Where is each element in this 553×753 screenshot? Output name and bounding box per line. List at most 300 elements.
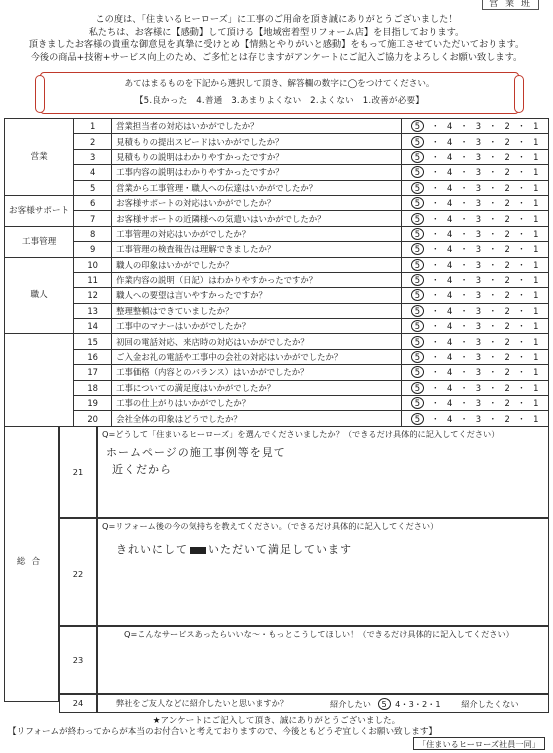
question-number: 11 [74, 272, 112, 287]
rating-option[interactable]: 4 [447, 305, 453, 316]
rating-option[interactable]: 3 [475, 228, 482, 239]
rating-option-selected[interactable]: 5 [411, 336, 424, 348]
separator-dot: ・ [488, 167, 498, 178]
separator-dot: ・ [517, 213, 527, 224]
category-sales: 営業 [5, 119, 74, 196]
rating-option[interactable]: 2 [504, 367, 511, 378]
rating-option[interactable]: 3 [475, 121, 482, 132]
rating-option[interactable]: 3 [475, 367, 482, 378]
separator-dot: ・ [459, 413, 469, 424]
rating-option[interactable]: 2 [504, 244, 511, 255]
question-text: 会社全体の印象はどうでしたか？ [112, 411, 402, 426]
rating-option[interactable]: 1 [533, 167, 539, 178]
intro-text [0, 14, 553, 64]
rating-option-selected[interactable]: 5 [411, 228, 424, 240]
rating-option-selected[interactable]: 5 [411, 197, 424, 209]
instructions-banner [40, 72, 519, 114]
intro-line: 私たちは、お客様に【感動】して頂ける【地域密着型リフォーム店】を目指しております。 [88, 26, 465, 38]
question-number: 4 [74, 165, 112, 180]
rating-option[interactable]: 2 [504, 228, 511, 239]
rating-option[interactable]: 1 [533, 213, 539, 224]
q23-number: 23 [72, 655, 84, 665]
separator-dot: ・ [431, 321, 440, 332]
question-row [5, 272, 549, 287]
rating-option[interactable]: 3 [475, 382, 482, 393]
rating-option[interactable]: 2 [504, 259, 511, 270]
rating-option[interactable]: 1 [533, 275, 539, 286]
rating-scale [402, 319, 549, 334]
separator-dot: ・ [431, 182, 440, 193]
question-text: 職人の印象はいかがでしたか？ [112, 257, 402, 272]
separator-dot: ・ [459, 382, 469, 393]
separator-dot: ・ [459, 182, 469, 193]
rating-scale [402, 303, 549, 318]
separator-dot: ・ [431, 398, 440, 409]
question-text: 工事管理の検査報告は理解できましたか？ [112, 242, 402, 257]
question-text: 営業担当者の対応はいかがでしたか？ [112, 119, 402, 134]
rating-option[interactable]: 2 [504, 305, 511, 316]
survey-table [4, 118, 549, 427]
separator-dot: ・ [488, 321, 498, 332]
question-row [5, 257, 549, 272]
question-text: 工事についての満足度はいかがでしたか？ [112, 380, 402, 395]
q22-number-cell [59, 518, 97, 626]
question-row [5, 396, 549, 411]
question-row [5, 149, 549, 164]
question-text: お客様サポートの対応はいかがでしたか？ [112, 195, 402, 210]
rating-option[interactable]: 2 [504, 121, 511, 132]
rating-option[interactable]: 3 [475, 290, 482, 301]
question-row [5, 334, 549, 349]
question-row [5, 165, 549, 180]
separator-dot: ・ [459, 198, 469, 209]
scroll-curl-left [35, 75, 45, 113]
category-craftsman: 職人 [5, 257, 74, 334]
rating-legend: 【5.良かった 4.普通 3.あまりよくない 2.よくない 1.改善が必要】 [134, 96, 425, 106]
q21-answer-box[interactable] [97, 426, 549, 518]
rating-scale [402, 180, 549, 195]
question-row [5, 303, 549, 318]
separator-dot: ・ [517, 151, 527, 162]
q23-answer-box[interactable] [97, 626, 549, 694]
q24-row [97, 694, 549, 713]
rating-option-selected[interactable]: 5 [411, 120, 424, 132]
rating-option[interactable]: 2 [504, 167, 511, 178]
separator-dot: ・ [517, 182, 527, 193]
rating-option[interactable]: 4 [447, 121, 453, 132]
rating-option[interactable]: 4 [447, 290, 453, 301]
rating-option[interactable]: 2 [504, 290, 511, 301]
rating-option[interactable]: 4 [447, 151, 453, 162]
rating-option[interactable]: 4 [447, 198, 453, 209]
rating-option[interactable]: 3 [475, 321, 482, 332]
rating-option[interactable]: 4 [447, 275, 453, 286]
rating-option[interactable]: 4 [447, 244, 453, 255]
question-number: 16 [74, 349, 112, 364]
separator-dot: ・ [431, 244, 440, 255]
q21-handwritten-line1: ホームページの施工事例等を見て [106, 446, 286, 459]
q21-number-cell [59, 426, 97, 518]
rating-scale [402, 242, 549, 257]
question-row [5, 242, 549, 257]
rating-scale [402, 149, 549, 164]
footer-message: 【リフォームが終わってからが本当のお付合いと考えておりますので、今後ともどうぞ宜しくお願い致します】 [8, 727, 438, 737]
rating-option-selected[interactable]: 5 [411, 136, 424, 148]
rating-option[interactable]: 3 [475, 151, 482, 162]
question-row [5, 288, 549, 303]
q24-scale [330, 698, 519, 710]
rating-option[interactable]: 4 [447, 352, 453, 363]
category-support: お客様サポート [5, 195, 74, 226]
rating-option[interactable]: 3 [475, 275, 482, 286]
separator-dot: ・ [488, 228, 498, 239]
question-number: 2 [74, 134, 112, 149]
rating-scale [402, 165, 549, 180]
separator-dot: ・ [488, 182, 498, 193]
rating-option-selected[interactable]: 5 [411, 259, 424, 271]
intro-line: 今後の商品+技術+サービス向上のため、ご多忙とは存じますがアンケートにご記入ご協力をよろしくお願い致します。 [30, 51, 523, 63]
q21-question: Q=どうして「住まいるヒーローズ」を選んでくださいましたか？（できるだけ具体的に記入してください） [102, 429, 500, 439]
separator-dot: ・ [488, 213, 498, 224]
question-row [5, 411, 549, 426]
separator-dot: ・ [459, 151, 469, 162]
rating-scale [402, 396, 549, 411]
question-number: 15 [74, 334, 112, 349]
separator-dot: ・ [431, 136, 440, 147]
intro-line: この度は、「住まいるヒーローズ」に工事のご用命を頂き誠にありがとうございました！ [95, 14, 458, 25]
rating-option-selected[interactable]: 5 [411, 166, 424, 178]
question-row [5, 226, 549, 241]
rating-option[interactable]: 3 [475, 213, 482, 224]
separator-dot: ・ [517, 121, 527, 132]
instructions-line: あてはまるものを下記から選択して頂き、解答欄の数字に◯をつけてください。 [124, 79, 435, 89]
separator-dot: ・ [517, 275, 527, 286]
q24-circled-answer[interactable]: 5 [378, 698, 391, 710]
q23-number-cell [59, 626, 97, 694]
rating-option[interactable]: 3 [475, 182, 482, 193]
question-number: 20 [74, 411, 112, 426]
separator-dot: ・ [517, 290, 527, 301]
question-number: 13 [74, 303, 112, 318]
footer [0, 716, 553, 738]
separator-dot: ・ [488, 413, 498, 424]
footer-thanks: ★アンケートにご記入して頂き、誠にありがとうございました。 [152, 716, 401, 726]
rating-option[interactable]: 1 [533, 321, 539, 332]
separator-dot: ・ [488, 151, 498, 162]
rating-scale [402, 119, 549, 134]
rating-option[interactable]: 1 [533, 305, 539, 316]
question-row [5, 380, 549, 395]
q22-question: Q=リフォーム後の今の気持ちを教えてください。（できるだけ具体的に記入してください） [102, 521, 439, 531]
separator-dot: ・ [517, 382, 527, 393]
separator-dot: ・ [459, 321, 469, 332]
category-overall-cell [4, 426, 59, 702]
rating-option[interactable]: 2 [504, 151, 511, 162]
q22-number: 22 [72, 569, 84, 579]
rating-option[interactable]: 3 [475, 136, 482, 147]
rating-option[interactable]: 3 [475, 336, 482, 347]
rating-scale [402, 349, 549, 364]
q22-answer-before: きれいにして [116, 543, 188, 556]
rating-option[interactable]: 3 [475, 398, 482, 409]
separator-dot: ・ [431, 290, 440, 301]
question-row [5, 211, 549, 226]
rating-option[interactable]: 4 [447, 167, 453, 178]
rating-option[interactable]: 1 [533, 336, 539, 347]
separator-dot: ・ [517, 305, 527, 316]
separator-dot: ・ [488, 367, 498, 378]
separator-dot: ・ [459, 167, 469, 178]
separator-dot: ・ [431, 198, 440, 209]
rating-option[interactable]: 2 [504, 352, 511, 363]
q22-answer-box[interactable] [97, 518, 549, 626]
question-text: 営業から工事管理・職人への伝達はいかがでしたか？ [112, 180, 402, 195]
rating-option[interactable]: 4 [447, 321, 453, 332]
separator-dot: ・ [488, 121, 498, 132]
separator-dot: ・ [488, 352, 498, 363]
rating-scale [402, 257, 549, 272]
question-text: 工事の仕上がりはいかがでしたか？ [112, 396, 402, 411]
q24-right-label: 紹介したくない [461, 699, 519, 709]
category-overall [5, 334, 74, 426]
question-row [5, 319, 549, 334]
rating-option-selected[interactable]: 5 [411, 320, 424, 332]
separator-dot: ・ [431, 367, 440, 378]
separator-dot: ・ [431, 382, 440, 393]
question-text: 作業内容の説明（日記）はわかりやすかったですか？ [112, 272, 402, 287]
rating-scale [402, 334, 549, 349]
rating-scale [402, 195, 549, 210]
q21-handwritten-line2: 近くだから [112, 463, 172, 476]
separator-dot: ・ [488, 275, 498, 286]
separator-dot: ・ [431, 167, 440, 178]
separator-dot: ・ [431, 275, 440, 286]
question-row [5, 180, 549, 195]
question-text: 工事内容の説明はわかりやすかったですか？ [112, 165, 402, 180]
separator-dot: ・ [431, 121, 440, 132]
question-number: 9 [74, 242, 112, 257]
separator-dot: ・ [459, 367, 469, 378]
question-number: 10 [74, 257, 112, 272]
rating-scale [402, 411, 549, 426]
separator-dot: ・ [517, 336, 527, 347]
rating-option[interactable]: 2 [504, 136, 511, 147]
separator-dot: ・ [431, 259, 440, 270]
rating-option[interactable]: 1 [533, 382, 539, 393]
rating-scale [402, 365, 549, 380]
rating-scale [402, 288, 549, 303]
rating-option[interactable]: 3 [475, 167, 482, 178]
question-text: 工事中のマナーはいかがでしたか？ [112, 319, 402, 334]
rating-option[interactable]: 1 [533, 198, 539, 209]
separator-dot: ・ [431, 413, 440, 424]
question-row [5, 349, 549, 364]
q24-left-label: 紹介したい [330, 699, 371, 709]
category-overall: 総合 [16, 557, 47, 567]
rating-option[interactable]: 3 [475, 198, 482, 209]
separator-dot: ・ [431, 336, 440, 347]
rating-option[interactable]: 2 [504, 398, 511, 409]
question-text: ご入金お礼の電話や工事中の会社の対応はいかがでしたか？ [112, 349, 402, 364]
rating-option[interactable]: 2 [504, 336, 511, 347]
rating-option-selected[interactable]: 5 [411, 413, 424, 425]
separator-dot: ・ [459, 259, 469, 270]
rating-option[interactable]: 1 [533, 290, 539, 301]
separator-dot: ・ [459, 352, 469, 363]
separator-dot: ・ [517, 244, 527, 255]
question-row [5, 134, 549, 149]
question-text: 見積もりの提出スピードはいかがでしたか？ [112, 134, 402, 149]
question-text: 見積もりの説明はわかりやすかったですか？ [112, 149, 402, 164]
separator-dot: ・ [517, 167, 527, 178]
question-text: 整理整頓はできていましたか？ [112, 303, 402, 318]
separator-dot: ・ [459, 244, 469, 255]
separator-dot: ・ [459, 290, 469, 301]
rating-option[interactable]: 3 [475, 352, 482, 363]
rating-option[interactable]: 3 [475, 244, 482, 255]
separator-dot: ・ [431, 228, 440, 239]
separator-dot: ・ [459, 305, 469, 316]
rating-option-selected[interactable]: 5 [411, 274, 424, 286]
q21-number: 21 [72, 467, 84, 477]
question-text: 工事価格（内容とのバランス）はいかがでしたか？ [112, 365, 402, 380]
question-number: 17 [74, 365, 112, 380]
signature: 「住まいるヒーローズ社員一同」 [413, 737, 545, 750]
rating-option[interactable]: 3 [475, 259, 482, 270]
rating-option[interactable]: 1 [533, 398, 539, 409]
separator-dot: ・ [488, 244, 498, 255]
rating-option-selected[interactable]: 5 [411, 182, 424, 194]
question-row [5, 119, 549, 134]
separator-dot: ・ [488, 198, 498, 209]
q24-scale-rest[interactable]: 4・3・2・1 [395, 699, 441, 709]
rating-option[interactable]: 1 [533, 182, 539, 193]
separator-dot: ・ [431, 352, 440, 363]
rating-option-selected[interactable]: 5 [411, 213, 424, 225]
q23-question: Q=こんなサービスあったらいいな〜・もっとこうしてほしい！（できるだけ具体的に記入してください） [124, 629, 514, 639]
rating-option[interactable]: 2 [504, 275, 511, 286]
separator-dot: ・ [517, 413, 527, 424]
question-number: 14 [74, 319, 112, 334]
separator-dot: ・ [488, 382, 498, 393]
rating-option[interactable]: 1 [533, 413, 539, 424]
rating-option[interactable]: 1 [533, 121, 539, 132]
separator-dot: ・ [488, 259, 498, 270]
rating-option[interactable]: 4 [447, 182, 453, 193]
rating-option[interactable]: 4 [447, 259, 453, 270]
rating-option-selected[interactable]: 5 [411, 243, 424, 255]
question-number: 6 [74, 195, 112, 210]
rating-option[interactable]: 2 [504, 321, 511, 332]
question-number: 8 [74, 226, 112, 241]
separator-dot: ・ [517, 228, 527, 239]
rating-option-selected[interactable]: 5 [411, 382, 424, 394]
separator-dot: ・ [459, 275, 469, 286]
rating-scale [402, 134, 549, 149]
question-row [5, 195, 549, 210]
question-text: 初回の電話対応、来店時の対応はいかがでしたか？ [112, 334, 402, 349]
rating-option[interactable]: 2 [504, 198, 511, 209]
separator-dot: ・ [431, 151, 440, 162]
rating-option[interactable]: 1 [533, 259, 539, 270]
separator-dot: ・ [459, 336, 469, 347]
rating-option[interactable]: 4 [447, 336, 453, 347]
rating-option-selected[interactable]: 5 [411, 397, 424, 409]
rating-scale [402, 380, 549, 395]
rating-option[interactable]: 2 [504, 382, 511, 393]
rating-option[interactable]: 1 [533, 136, 539, 147]
rating-option[interactable]: 1 [533, 151, 539, 162]
rating-option[interactable]: 4 [447, 367, 453, 378]
rating-option[interactable]: 2 [504, 213, 511, 224]
rating-option[interactable]: 3 [475, 413, 482, 424]
scroll-curl-right [514, 75, 524, 113]
question-number: 12 [74, 288, 112, 303]
rating-option[interactable]: 4 [447, 413, 453, 424]
rating-option[interactable]: 2 [504, 182, 511, 193]
q22-handwritten-answer [116, 541, 352, 557]
separator-dot: ・ [459, 228, 469, 239]
rating-option-selected[interactable]: 5 [411, 366, 424, 378]
separator-dot: ・ [488, 336, 498, 347]
q24-number-cell [59, 694, 97, 713]
separator-dot: ・ [459, 213, 469, 224]
rating-option[interactable]: 1 [533, 352, 539, 363]
separator-dot: ・ [517, 321, 527, 332]
question-number: 5 [74, 180, 112, 195]
rating-option-selected[interactable]: 5 [411, 305, 424, 317]
rating-option[interactable]: 4 [447, 213, 453, 224]
rating-option[interactable]: 1 [533, 244, 539, 255]
separator-dot: ・ [488, 305, 498, 316]
separator-dot: ・ [459, 136, 469, 147]
separator-dot: ・ [488, 290, 498, 301]
rating-option-selected[interactable]: 5 [411, 289, 424, 301]
separator-dot: ・ [431, 305, 440, 316]
separator-dot: ・ [488, 136, 498, 147]
separator-dot: ・ [517, 198, 527, 209]
category-management: 工事管理 [5, 226, 74, 257]
rating-option[interactable]: 1 [533, 367, 539, 378]
question-number: 18 [74, 380, 112, 395]
rating-option[interactable]: 4 [447, 398, 453, 409]
separator-dot: ・ [488, 398, 498, 409]
rating-option-selected[interactable]: 5 [411, 151, 424, 163]
question-number: 3 [74, 149, 112, 164]
rating-option[interactable]: 1 [533, 228, 539, 239]
crossed-out-mark [190, 547, 206, 554]
separator-dot: ・ [459, 398, 469, 409]
question-text: 職人への要望は言いやすかったですか？ [112, 288, 402, 303]
separator-dot: ・ [517, 352, 527, 363]
separator-dot: ・ [431, 213, 440, 224]
rating-option-selected[interactable]: 5 [411, 351, 424, 363]
question-number: 7 [74, 211, 112, 226]
rating-option[interactable]: 3 [475, 305, 482, 316]
q22-answer-after: いただいて満足しています [208, 543, 352, 556]
rating-option[interactable]: 4 [447, 228, 453, 239]
corner-label: 営 業 班 [482, 0, 539, 10]
rating-option[interactable]: 4 [447, 136, 453, 147]
q24-question: 弊社をご友人などに紹介したいと思いますか？ [116, 698, 288, 708]
rating-option[interactable]: 2 [504, 413, 511, 424]
q24-number: 24 [72, 698, 84, 708]
separator-dot: ・ [459, 121, 469, 132]
separator-dot: ・ [517, 398, 527, 409]
question-number: 19 [74, 396, 112, 411]
rating-option[interactable]: 4 [447, 382, 453, 393]
rating-scale [402, 226, 549, 241]
